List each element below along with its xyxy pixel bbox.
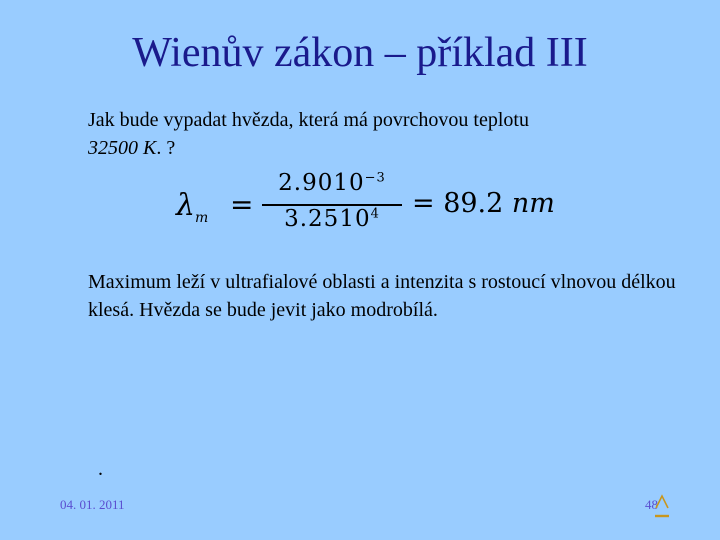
formula-result — [412, 188, 555, 219]
wien-formula — [172, 170, 592, 240]
question-end: . ? — [156, 137, 176, 159]
formula-denominator — [262, 206, 402, 232]
home-up-icon[interactable] — [652, 490, 672, 520]
formula-fraction — [262, 170, 402, 240]
result-value: = 89.2 — [412, 188, 504, 219]
question-temperature: 32500 K — [88, 137, 157, 159]
footer-date: 04. 01. 2011 — [60, 497, 125, 512]
formula-equals: = — [230, 188, 254, 221]
answer-text: Maximum leží v ultrafialové oblasti a intenzita s rostoucí vlnovou délkou klesá. Hvězda se bude jevit jako modrobílá. — [88, 271, 676, 321]
denominator-exponent: 4 — [370, 206, 380, 222]
slide-title: Wienův zákon – příklad III — [132, 30, 588, 76]
numerator-exponent: −3 — [364, 170, 386, 186]
question-lead: Jak bude vypadat hvězda, která má povrchovou teplotu — [88, 109, 529, 131]
bullet-dot: . — [98, 458, 103, 480]
numerator-mantissa: 2.9010 — [278, 170, 365, 196]
lambda-subscript: m — [195, 210, 209, 226]
denominator-mantissa: 3.2510 — [284, 206, 371, 232]
formula-numerator — [262, 170, 402, 196]
question-text — [88, 106, 688, 162]
lambda-symbol: λ — [176, 188, 196, 223]
page-number: 48 — [645, 497, 658, 512]
formula-lambda — [176, 188, 208, 226]
result-unit: nm — [511, 188, 555, 219]
